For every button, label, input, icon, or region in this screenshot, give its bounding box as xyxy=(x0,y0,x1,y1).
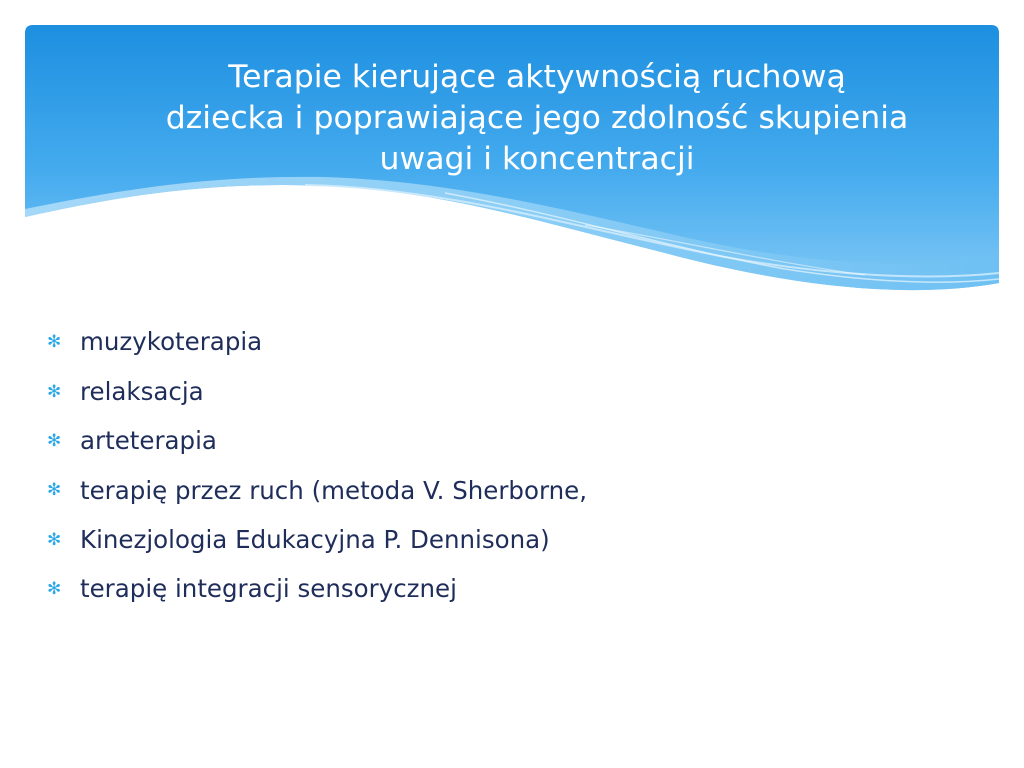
list-item-text: arteterapia xyxy=(80,426,217,456)
list-item xyxy=(45,367,945,416)
list-item-text: terapię przez ruch (metoda V. Sherborne, xyxy=(80,475,587,505)
list-item-text: relaksacja xyxy=(80,376,204,406)
list-item-text: muzykoterapia xyxy=(80,327,263,357)
asterisk-bullet-icon: ✻ xyxy=(47,381,62,402)
list-item-text: terapię integracji sensorycznej xyxy=(80,574,457,604)
slide-title: Terapie kierujące aktywnością ruchową dziecka i poprawiające jego zdolność skupienia uwagi i koncentracji xyxy=(165,59,909,177)
asterisk-bullet-icon: ✻ xyxy=(47,579,62,600)
list-item-text: Kinezjologia Edukacyjna P. Dennisona) xyxy=(80,525,550,554)
list-item xyxy=(45,516,945,565)
bullet-list xyxy=(45,318,945,614)
list-item xyxy=(45,318,945,367)
asterisk-bullet-icon: ✻ xyxy=(47,430,62,451)
asterisk-bullet-icon: ✻ xyxy=(47,480,62,501)
header-banner xyxy=(25,25,999,305)
list-item xyxy=(45,417,945,466)
asterisk-bullet-icon: ✻ xyxy=(47,529,62,550)
asterisk-bullet-icon: ✻ xyxy=(47,332,62,353)
list-item xyxy=(45,565,945,614)
list-item xyxy=(45,466,945,515)
